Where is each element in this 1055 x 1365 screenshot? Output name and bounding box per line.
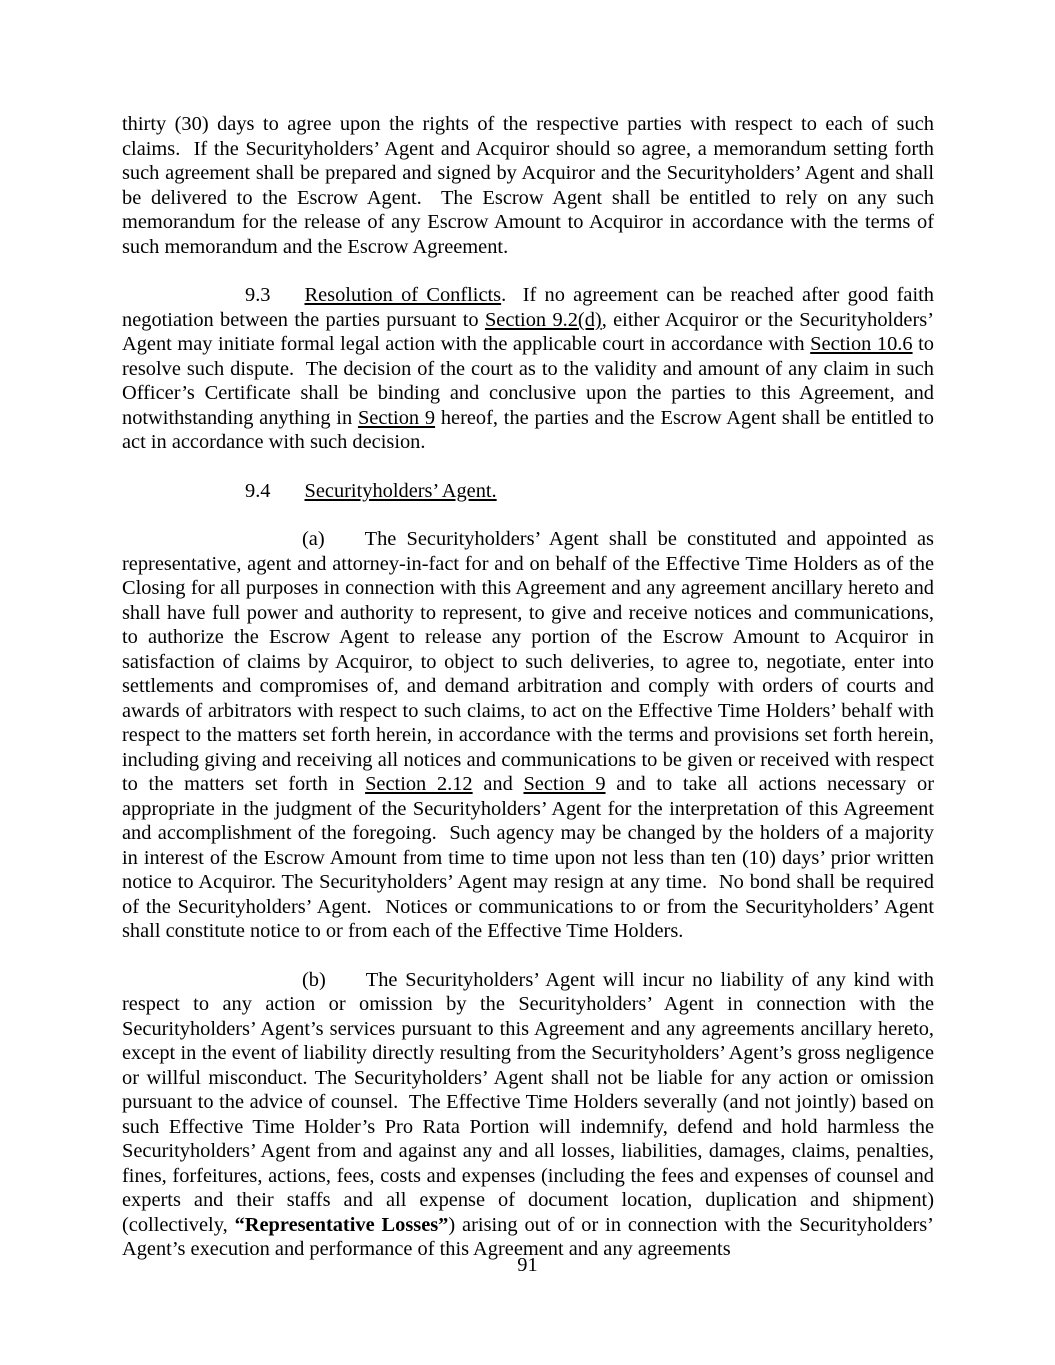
text-run: thirty (30) days to agree upon the rights of the respective parties with respect to each of such claims. If the Securityholders’ Agent and Acquiror should so agree, a memorandum setting forth such agreement shall be prepared and signed by Acquiror and the Securityholders’ Agent and shall be delivered to the Escrow Agent. The Escrow Agent shall be entitled to rely on any such memorandum for the release of any Escrow Amount to Acquiror in accordance with the terms of such memorandum and the Escrow Agreement. (122, 113, 934, 258)
underlined-text: Section 2.12 (365, 773, 473, 795)
text-run: The Securityholders’ Agent shall be constituted and appointed as representative, agent and attorney-in-fact for and on behalf of the Effective Time Holders as of the Closing for all purposes in connection with this Agreement and any agreement ancillary hereto and shall have full power and authority to represent, to give and receive notices and communications, to authorize the Escrow Agent to release any portion of the Escrow Amount to Acquiror in satisfaction of claims by Acquiror, to object to such deliveries, to agree to, negotiate, enter into settlements and compromises of, and demand arbitration and comply with orders of courts and awards of arbitrators with respect to such claims, to act on the Effective Time Holders’ behalf with respect to the matters set forth herein, in accordance with the terms and provisions set forth herein, including giving and receiving all notices and communications to be given or received with respect to the matters set forth in (122, 528, 934, 795)
section-number: 9.3 (245, 284, 271, 306)
document-text (122, 112, 934, 1262)
text-run: and (472, 773, 524, 795)
underlined-text: Securityholders’ Agent. (304, 479, 497, 502)
text-run: and to take all actions necessary or appropriate in the judgment of the Securityholders’ Agent for the interpretation of this Agreement and accomplishment of the foregoing. Such agency may be changed by the holders of a majority in interest of the Escrow Amount from time to time upon not less than ten (10) days’ prior written notice to Acquiror. The Securityholders’ Agent may resign at any time. No bond shall be required of the Securityholders’ Agent. Notices or communications to or from the Securityholders’ Agent shall constitute notice to or from each of the Effective Time Holders. (122, 773, 935, 942)
text-run: . If no agreement can be reached after good faith negotiation between the parties pursuant to (122, 284, 934, 331)
subsection-a-paragraph (122, 527, 934, 944)
text-run: The Securityholders’ Agent will incur no liability of any kind with respect to any action or omission by the Securityholders’ Agent in connection with the Securityholders’ Agent’s services pursuant to this Agreement and any agreements ancillary hereto, except in the event of liability directly resulting from the Securityholders’ Agent’s gross negligence or willful misconduct. The Securityholders’ Agent shall not be liable for any action or omission pursuant to the advice of counsel. The Effective Time Holders severally (and not jointly) based on such Effective Time Holder’s Pro Rata Portion will indemnify, defend and hold harmless the Securityholders’ Agent from and against any and all losses, liabilities, damages, claims, penalties, fines, forfeitures, actions, fees, costs and expenses (including the fees and expenses of counsel and experts and their staffs and all expense of document location, duplication and shipment) (collectively, (122, 968, 934, 1236)
bold-text: “Representative Losses” (234, 1213, 449, 1236)
text-run: to resolve such dispute. The decision of the court as to the validity and amount of any claim in such Officer’s Certificate shall be binding and conclusive upon the parties to this Agreement, and notwithstanding anything in (122, 333, 934, 429)
subsection-b-paragraph (122, 968, 934, 1262)
section-9-3-paragraph (122, 283, 934, 455)
underlined-text: Section 9 (523, 773, 606, 795)
text-run: hereof, the parties and the Escrow Agent shall be entitled to act in accordance with such decision. (122, 406, 934, 453)
underlined-text: Section 9.2(d) (484, 308, 602, 331)
underlined-text: Resolution of Conflicts (304, 284, 502, 306)
section-number: (a) (302, 528, 325, 550)
underlined-text: Section 9 (357, 406, 436, 429)
continuation-paragraph (122, 112, 934, 259)
text-run: ) arising out of or in connection with the Securityholders’ Agent’s execution and performance of this Agreement and any agreements (122, 1213, 934, 1260)
section-number: (b) (302, 968, 326, 991)
underlined-text: Section 10.6 (810, 333, 913, 355)
page-number: 91 (517, 1254, 538, 1276)
section-number: 9.4 (245, 479, 271, 502)
text-run: , either Acquiror or the Securityholders’ Agent may initiate formal legal action with the applicable court in accordance with (122, 308, 934, 355)
section-9-4-heading (122, 479, 934, 504)
